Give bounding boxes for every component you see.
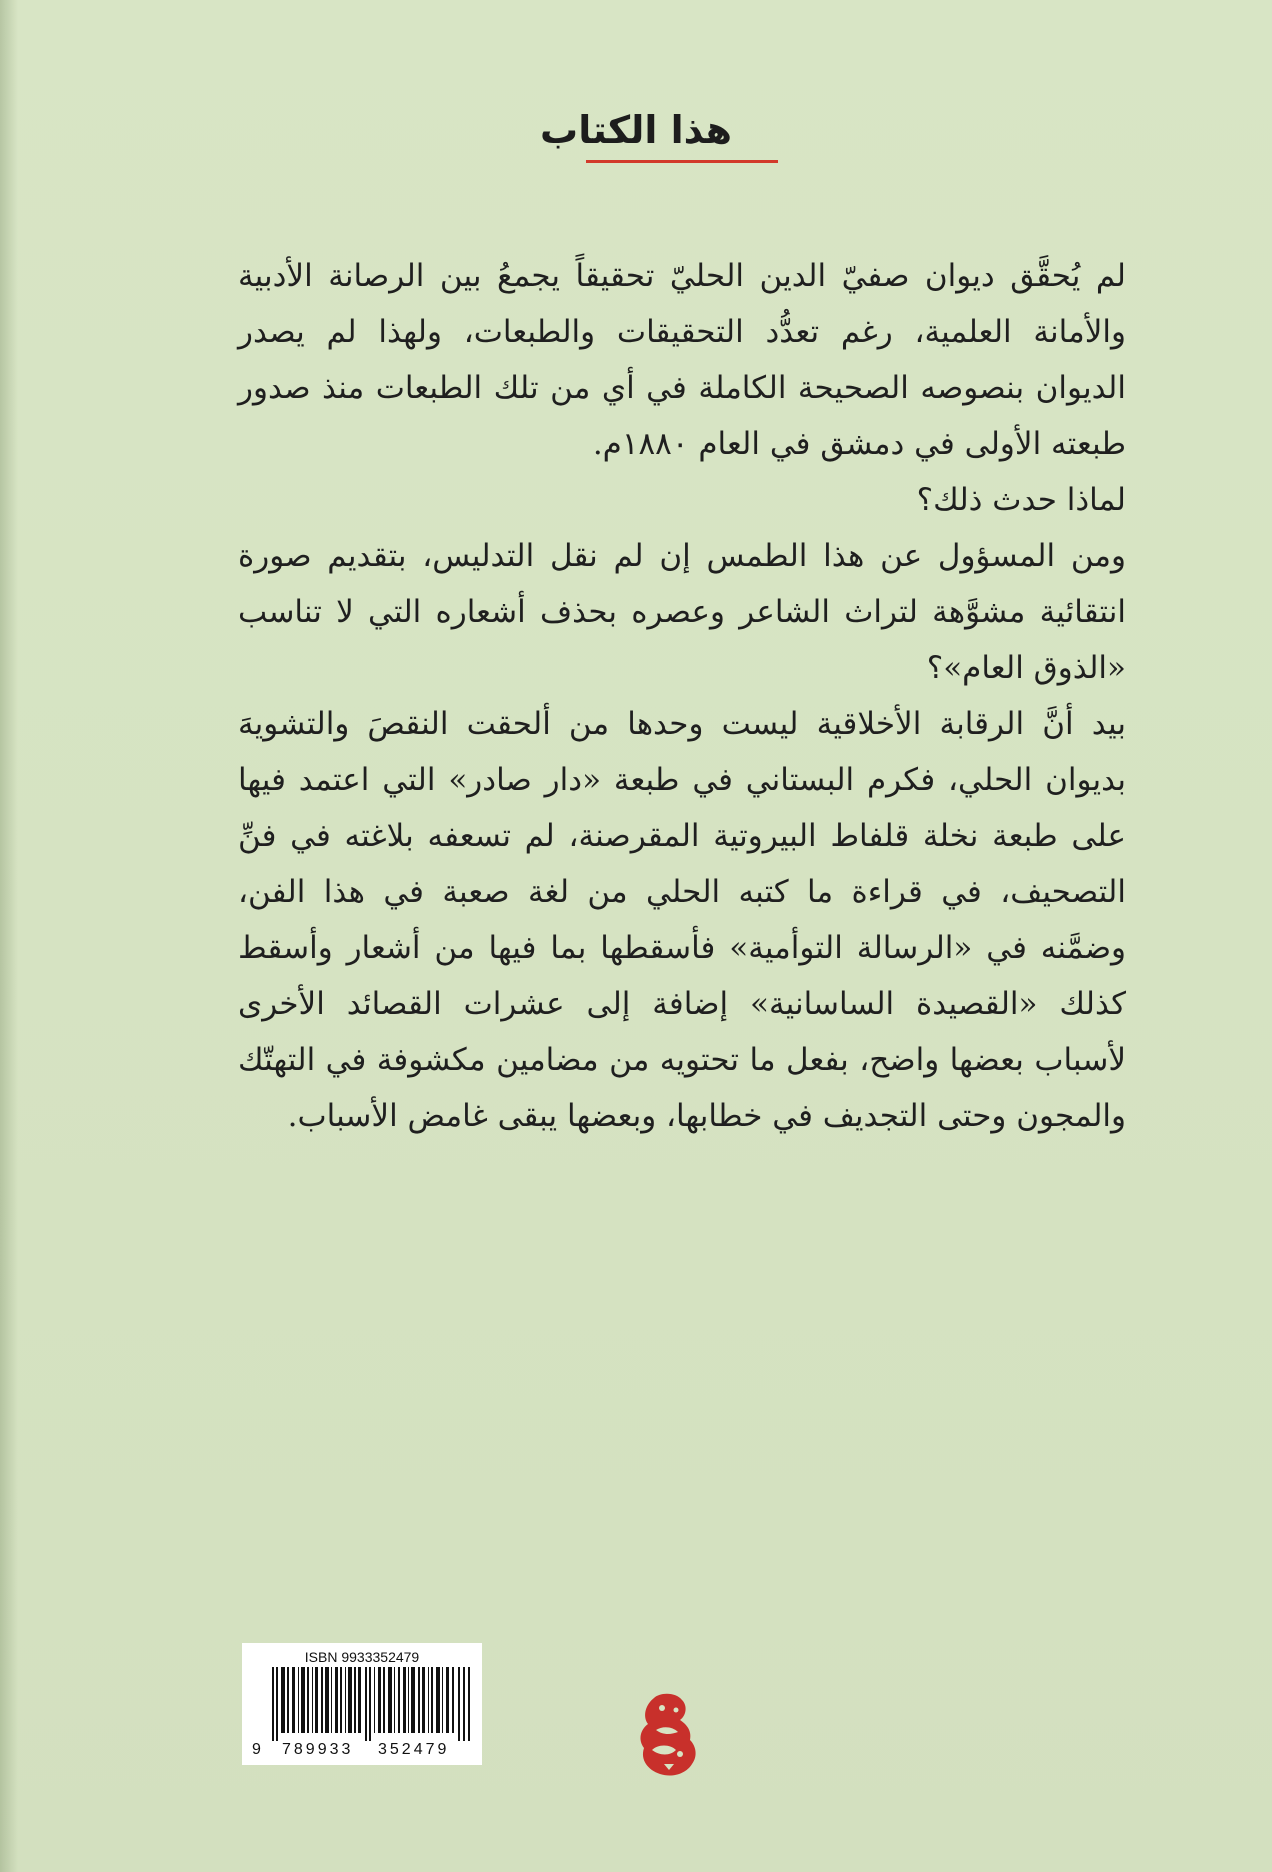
barcode-label <box>242 1643 482 1765</box>
blurb-paragraph: لماذا حدث ذلك؟ <box>916 482 1126 518</box>
blurb-paragraph: لم يُحقَّق ديوان صفيّ الدين الحليّ تحقيقاً يجمعُ بين الرصانة الأدبية والأمانة العلمية، رغم تعدُّد التحقيقات والطبعات، ولهذا لم يصدر الديوان بنصوصه الصحيحة الكاملة في أي من تلك الطبعات منذ صدور طبعته الأولى في دمشق في العام ١٨٨٠م. <box>238 258 1126 462</box>
barcode-icon <box>272 1667 470 1741</box>
blurb-text <box>238 248 1126 1144</box>
publisher-logo-icon <box>636 1690 702 1780</box>
spine-shadow <box>0 0 18 1872</box>
blurb-paragraph: ومن المسؤول عن هذا الطمس إن لم نقل التدليس، بتقديم صورة انتقائية مشوَّهة لتراث الشاعر وعصره بحذف أشعاره التي لا تناسب «الذوق العام»؟ <box>238 538 1126 686</box>
barcode-digit-group: 352479 <box>378 1741 450 1758</box>
barcode-digit-first: 9 <box>252 1741 261 1758</box>
title-underline <box>586 160 778 163</box>
isbn-text: ISBN 9933352479 <box>304 1649 420 1665</box>
page-title: هذا الكتاب <box>540 108 732 152</box>
barcode-digit-group: 789933 <box>282 1741 354 1758</box>
blurb-paragraph: بيد أنَّ الرقابة الأخلاقية ليست وحدها من ألحقت النقصَ والتشويهَ بديوان الحلي، فكرم البستاني في طبعة «دار صادر» التي اعتمد فيها على طبعة نخلة قلفاط البيروتية المقرصنة، لم تسعفه بلاغته في فنِّ التصحيف، في قراءة ما كتبه الحلي من لغة صعبة في هذا الفن، وضمَّنه في «الرسالة التوأمية» فأسقطها بما فيها من أشعار وأسقط كذلك «القصيدة الساسانية» إضافة إلى عشرات القصائد الأخرى لأسباب بعضها واضح، بفعل ما تحتويه من مضامين مكشوفة في التهتّك والمجون وحتى التجديف في خطابها، وبعضها يبقى غامض الأسباب. <box>238 706 1126 1134</box>
